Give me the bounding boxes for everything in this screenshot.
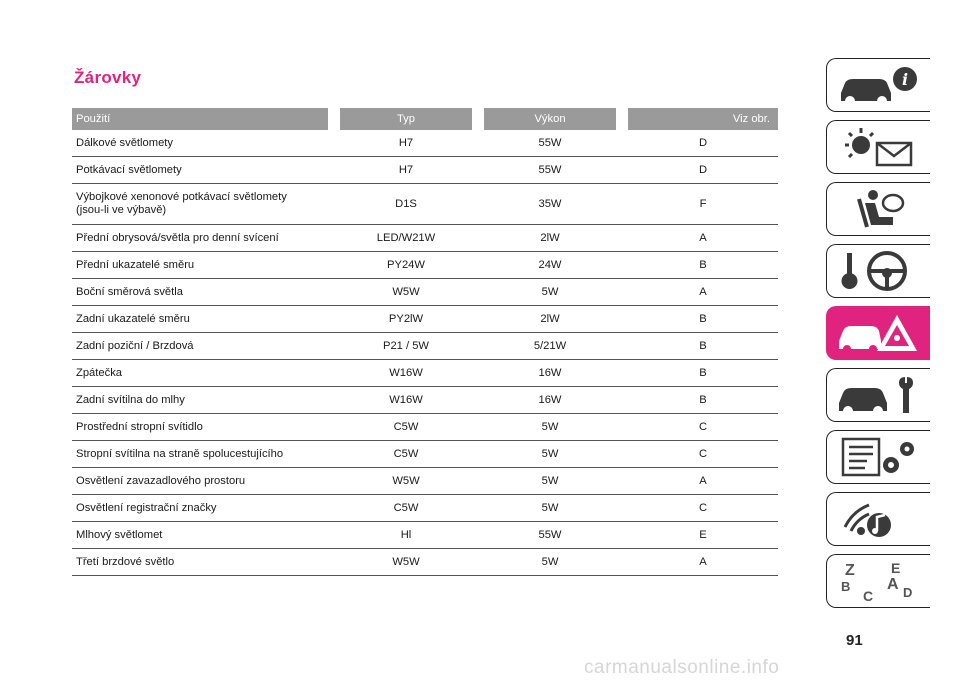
svg-text:C: C: [863, 588, 874, 604]
cell-use-text: Zadní svítilna do mlhy: [76, 393, 185, 406]
cell-type: W16W: [340, 387, 472, 414]
chapter-tab-breakdown-warning[interactable]: [826, 306, 930, 360]
cell-use-text: Zadní poziční / Brzdová: [76, 339, 194, 352]
cell-type: PY2lW: [340, 306, 472, 333]
cell-use: [72, 522, 328, 549]
cell-power: 16W: [484, 360, 616, 387]
cell-use: [72, 495, 328, 522]
bulb-table: [72, 108, 778, 576]
chapter-tab-car-service[interactable]: [826, 368, 930, 422]
cell-ref: A: [628, 225, 778, 252]
cell-use-text: Osvětlení registrační značky: [76, 501, 217, 514]
cell-type: H7: [340, 157, 472, 184]
column-header-type: Typ: [340, 108, 472, 130]
cell-type: W5W: [340, 468, 472, 495]
table-row: [72, 130, 778, 157]
cell-use-text: Mlhový světlomet: [76, 528, 163, 541]
cell-use-text: Přední obrysová/světla pro denní svícení: [76, 231, 279, 244]
cell-power: 2lW: [484, 225, 616, 252]
table-row: [72, 157, 778, 184]
table-row: [72, 252, 778, 279]
table-row: [72, 279, 778, 306]
cell-use-text: Zpátečka: [76, 366, 123, 379]
cell-use-text: Boční směrová světla: [76, 285, 183, 298]
chapter-tab-specifications[interactable]: [826, 430, 930, 484]
cell-use: [72, 360, 328, 387]
watermark: carmanualsonline.info: [584, 657, 780, 678]
chapter-tab-airbag-seat[interactable]: [826, 182, 930, 236]
cell-use-text: Prostřední stropní svítidlo: [76, 420, 203, 433]
cell-use: [72, 441, 328, 468]
cell-power: 5W: [484, 279, 616, 306]
cell-type: C5W: [340, 495, 472, 522]
svg-text:D: D: [903, 585, 913, 600]
cell-type: P21 / 5W: [340, 333, 472, 360]
cell-use: [72, 184, 328, 225]
cell-power: 55W: [484, 157, 616, 184]
cell-use: [72, 225, 328, 252]
cell-ref: A: [628, 468, 778, 495]
chapter-tab-multimedia[interactable]: [826, 492, 930, 546]
column-header-power: Výkon: [484, 108, 616, 130]
table-row: [72, 184, 778, 225]
cell-ref: A: [628, 279, 778, 306]
cell-use: [72, 549, 328, 576]
table-row: [72, 549, 778, 576]
cell-use: [72, 252, 328, 279]
cell-use: [72, 157, 328, 184]
table-row: [72, 441, 778, 468]
cell-ref: A: [628, 549, 778, 576]
cell-use-text: Výbojkové xenonové potkávací světlomety: [76, 191, 287, 203]
cell-use-text-note: (jsou-li ve výbavě): [76, 204, 167, 216]
chapter-tabs: [826, 58, 930, 616]
table-row: [72, 522, 778, 549]
cell-power: 55W: [484, 130, 616, 157]
cell-type: Hl: [340, 522, 472, 549]
table-row: [72, 387, 778, 414]
table-row: [72, 333, 778, 360]
cell-type: LED/W21W: [340, 225, 472, 252]
cell-power: 5W: [484, 549, 616, 576]
cell-type: C5W: [340, 414, 472, 441]
cell-ref: C: [628, 495, 778, 522]
svg-text:E: E: [891, 560, 901, 576]
cell-power: 35W: [484, 184, 616, 225]
cell-power: 5/21W: [484, 333, 616, 360]
chapter-tab-warning-lights[interactable]: [826, 120, 930, 174]
page-number: 91: [846, 632, 863, 649]
cell-use: [72, 414, 328, 441]
chapter-tab-index-letters[interactable]: [826, 554, 930, 608]
cell-use-text: Stropní svítilna na straně spolucestujícího: [76, 447, 284, 460]
cell-type: W16W: [340, 360, 472, 387]
cell-ref: B: [628, 252, 778, 279]
cell-ref: C: [628, 414, 778, 441]
column-header-ref: Viz obr.: [628, 108, 778, 130]
table-row: [72, 225, 778, 252]
cell-use-text: Přední ukazatelé směru: [76, 258, 195, 271]
cell-use-text: Třetí brzdové světlo: [76, 555, 175, 568]
cell-use: [72, 306, 328, 333]
cell-power: 5W: [484, 414, 616, 441]
cell-use: [72, 468, 328, 495]
cell-ref: F: [628, 184, 778, 225]
cell-ref: C: [628, 441, 778, 468]
cell-ref: D: [628, 130, 778, 157]
cell-type: PY24W: [340, 252, 472, 279]
page-title: Žárovky: [74, 68, 142, 87]
cell-power: 2lW: [484, 306, 616, 333]
cell-power: 5W: [484, 495, 616, 522]
cell-power: 5W: [484, 468, 616, 495]
table-row: [72, 495, 778, 522]
cell-power: 16W: [484, 387, 616, 414]
table-row: [72, 360, 778, 387]
cell-ref: B: [628, 387, 778, 414]
table-row: [72, 306, 778, 333]
cell-ref: B: [628, 306, 778, 333]
cell-use-text: Osvětlení zavazadlového prostoru: [76, 474, 246, 487]
cell-use-text: Dálkové světlomety: [76, 136, 173, 149]
cell-ref: E: [628, 522, 778, 549]
cell-power: 55W: [484, 522, 616, 549]
cell-use: [72, 333, 328, 360]
cell-type: D1S: [340, 184, 472, 225]
svg-text:A: A: [887, 576, 899, 593]
cell-use-text: Potkávací světlomety: [76, 163, 182, 176]
cell-use-text: Zadní ukazatelé směru: [76, 312, 190, 325]
cell-ref: D: [628, 157, 778, 184]
cell-type: W5W: [340, 549, 472, 576]
cell-type: C5W: [340, 441, 472, 468]
cell-ref: B: [628, 360, 778, 387]
cell-use: [72, 387, 328, 414]
cell-use: [72, 130, 328, 157]
cell-power: 24W: [484, 252, 616, 279]
svg-text:B: B: [841, 579, 851, 594]
chapter-tab-car-info[interactable]: [826, 58, 930, 112]
column-header-use: Použití: [72, 108, 328, 130]
table-header-row: [72, 108, 778, 130]
chapter-tab-steering-key[interactable]: [826, 244, 930, 298]
table-row: [72, 468, 778, 495]
table-row: [72, 414, 778, 441]
cell-ref: B: [628, 333, 778, 360]
cell-power: 5W: [484, 441, 616, 468]
cell-use: [72, 279, 328, 306]
svg-text:Z: Z: [845, 562, 855, 579]
cell-type: H7: [340, 130, 472, 157]
svg-text:i: i: [902, 70, 909, 89]
cell-type: W5W: [340, 279, 472, 306]
